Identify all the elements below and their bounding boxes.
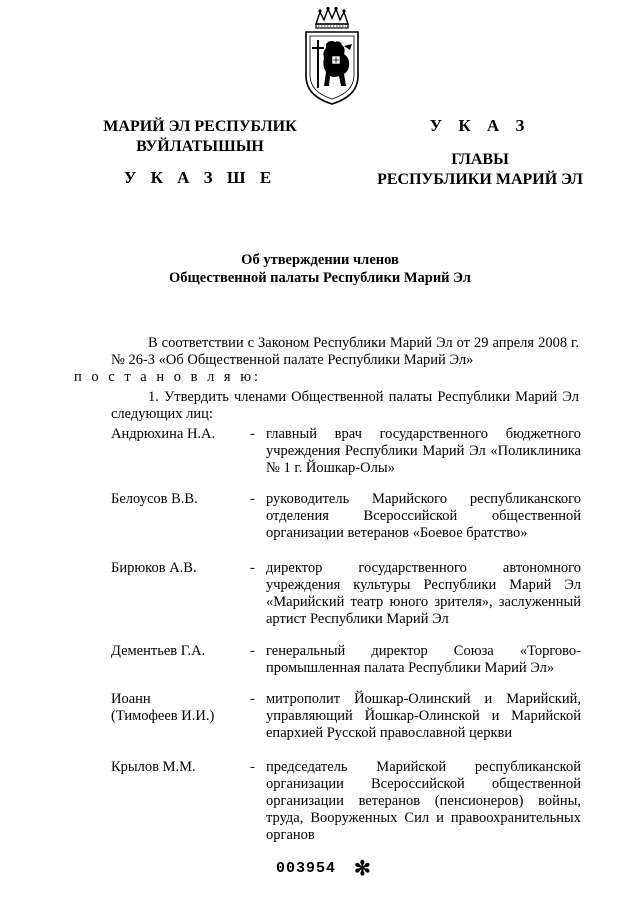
member-dash: - — [250, 426, 255, 442]
item-1-paragraph: 1. Утвердить членами Общественной палаты Республики Марий Эл следующих лиц: — [111, 389, 579, 422]
member-description: митрополит Йошкар-Олинский и Марийский, управляющий Йошкар-Олинской и Марийской епархией Русской православной церкви — [266, 691, 581, 741]
intro-paragraph — [74, 335, 579, 386]
member-dash: - — [250, 560, 255, 576]
member-name-line2: (Тимофеев И.И.) — [111, 708, 215, 724]
coat-of-arms-icon — [296, 6, 368, 106]
asterisk-mark-icon: ✻ — [354, 858, 371, 880]
member-dash: - — [250, 643, 255, 659]
member-description: генеральный директор Союза «Торгово-промышленная палата Республики Марий Эл» — [266, 643, 581, 676]
header-right-line1: У К А З — [429, 116, 531, 135]
document-title-line1: Об утверждении членов — [241, 252, 399, 268]
member-dash: - — [250, 759, 255, 775]
header-left-line1: МАРИЙ ЭЛ РЕСПУБЛИК — [103, 118, 297, 135]
member-name: Белоусов В.В. — [111, 491, 198, 507]
member-name: Крылов М.М. — [111, 759, 196, 775]
member-dash: - — [250, 691, 255, 707]
member-name-line1: Иоанн — [111, 691, 151, 707]
intro-text: В соответствии с Законом Республики Марий Эл от 29 апреля 2008 г. № 26-З «Об Общественной палате Республики Марий Эл» — [111, 335, 579, 368]
member-description: председатель Марийской республиканской организации Всероссийской общественной организации ветеранов (пенсионеров) войны, труда, Вооруженных Сил и правоохранительных органов — [266, 759, 581, 843]
header-left-line2: ВУЙЛАТЫШЫН — [136, 138, 264, 155]
member-description: главный врач государственного бюджетного учреждения Республики Марий Эл «Поликлиника № 1 г. Йошкар-Олы» — [266, 426, 581, 476]
header-right-line3: РЕСПУБЛИКИ МАРИЙ ЭЛ — [377, 171, 583, 188]
header-left-line3: У К А З Ш Е — [123, 168, 277, 187]
member-name: Андрюхина Н.А. — [111, 426, 216, 442]
header-right-line2: ГЛАВЫ — [451, 151, 509, 168]
decree-word: п о с т а н о в л я ю: — [74, 369, 262, 385]
member-description: директор государственного автономного учреждения культуры Республики Марий Эл «Марийский театр юного зрителя», заслуженный артист Республики Марий Эл — [266, 560, 581, 627]
member-name: Бирюков А.В. — [111, 560, 197, 576]
member-description: руководитель Марийского республиканского отделения Всероссийской общественной организации ветеранов «Боевое братство» — [266, 491, 581, 541]
member-dash: - — [250, 491, 255, 507]
member-name — [111, 691, 251, 725]
member-name: Дементьев Г.А. — [111, 643, 206, 659]
document-title-line2: Общественной палаты Республики Марий Эл — [169, 270, 471, 286]
document-serial-number: 003954 — [276, 860, 337, 877]
